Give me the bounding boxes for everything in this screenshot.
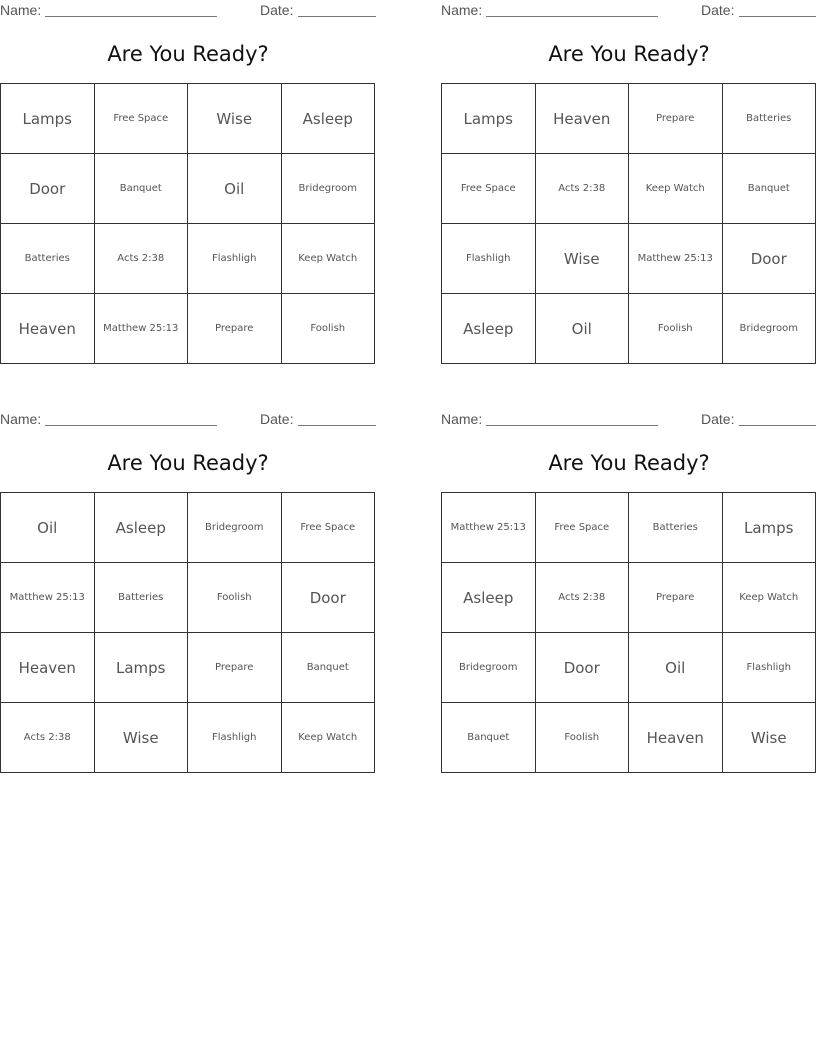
bingo-grid <box>0 492 375 773</box>
grid-cell: Asleep <box>94 493 188 563</box>
grid-row <box>1 84 375 154</box>
grid-cell: Lamps <box>442 84 536 154</box>
date-label: Date: <box>701 411 735 427</box>
grid-cell: Flashligh <box>188 703 282 773</box>
grid-cell: Flashligh <box>442 224 536 294</box>
card-title: Are You Ready? <box>548 451 710 475</box>
grid-cell: Bridegroom <box>722 294 816 364</box>
grid-row <box>1 294 375 364</box>
card-header <box>441 0 816 20</box>
date-label: Date: <box>260 2 294 18</box>
grid-row <box>442 224 816 294</box>
grid-row <box>1 633 375 703</box>
grid-cell: Acts 2:38 <box>1 703 95 773</box>
grid-cell: Heaven <box>1 294 95 364</box>
bingo-card-3 <box>0 409 376 773</box>
grid-cell: Lamps <box>1 84 95 154</box>
grid-cell: Prepare <box>188 633 282 703</box>
grid-cell: Bridegroom <box>281 154 375 224</box>
grid-cell: Bridegroom <box>188 493 282 563</box>
name-blank-line <box>45 16 217 17</box>
grid-cell: Batteries <box>722 84 816 154</box>
grid-cell: Flashligh <box>188 224 282 294</box>
grid-cell: Acts 2:38 <box>94 224 188 294</box>
grid-cell: Door <box>1 154 95 224</box>
date-label: Date: <box>701 2 735 18</box>
grid-row <box>442 294 816 364</box>
grid-cell: Door <box>281 563 375 633</box>
grid-cell: Matthew 25:13 <box>629 224 723 294</box>
grid-row <box>1 493 375 563</box>
card-title: Are You Ready? <box>107 42 269 66</box>
grid-row <box>442 84 816 154</box>
grid-cell: Asleep <box>442 563 536 633</box>
name-label: Name: <box>441 2 483 18</box>
grid-cell: Wise <box>535 224 629 294</box>
bingo-grid <box>441 492 816 773</box>
card-header <box>0 409 376 429</box>
grid-cell: Foolish <box>188 563 282 633</box>
name-blank-line <box>45 425 217 426</box>
grid-cell: Door <box>535 633 629 703</box>
date-blank-line <box>298 16 376 17</box>
grid-cell: Prepare <box>188 294 282 364</box>
grid-row <box>442 154 816 224</box>
grid-cell: Batteries <box>629 493 723 563</box>
grid-cell: Keep Watch <box>629 154 723 224</box>
grid-cell: Oil <box>629 633 723 703</box>
grid-cell: Free Space <box>442 154 536 224</box>
grid-row <box>1 224 375 294</box>
grid-row <box>442 493 816 563</box>
grid-cell: Asleep <box>442 294 536 364</box>
date-blank-line <box>739 425 816 426</box>
card-title: Are You Ready? <box>548 42 710 66</box>
name-blank-line <box>486 425 658 426</box>
grid-cell: Banquet <box>281 633 375 703</box>
grid-cell: Free Space <box>535 493 629 563</box>
grid-cell: Bridegroom <box>442 633 536 703</box>
grid-cell: Batteries <box>94 563 188 633</box>
grid-cell: Wise <box>94 703 188 773</box>
grid-row <box>442 633 816 703</box>
bingo-grid <box>0 83 375 364</box>
grid-cell: Matthew 25:13 <box>442 493 536 563</box>
bingo-card-2 <box>441 0 816 364</box>
grid-cell: Wise <box>188 84 282 154</box>
date-blank-line <box>739 16 816 17</box>
grid-cell: Heaven <box>1 633 95 703</box>
grid-cell: Banquet <box>442 703 536 773</box>
grid-cell: Keep Watch <box>281 703 375 773</box>
grid-cell: Acts 2:38 <box>535 154 629 224</box>
card-title: Are You Ready? <box>107 451 269 475</box>
grid-cell: Free Space <box>94 84 188 154</box>
grid-cell: Door <box>722 224 816 294</box>
grid-cell: Matthew 25:13 <box>1 563 95 633</box>
grid-cell: Heaven <box>629 703 723 773</box>
grid-cell: Keep Watch <box>281 224 375 294</box>
grid-cell: Oil <box>1 493 95 563</box>
grid-cell: Foolish <box>535 703 629 773</box>
name-label: Name: <box>0 411 42 427</box>
grid-cell: Free Space <box>281 493 375 563</box>
bingo-card-4 <box>441 409 816 773</box>
grid-cell: Oil <box>535 294 629 364</box>
grid-cell: Banquet <box>94 154 188 224</box>
grid-row <box>1 154 375 224</box>
grid-cell: Banquet <box>722 154 816 224</box>
grid-cell: Batteries <box>1 224 95 294</box>
grid-cell: Oil <box>188 154 282 224</box>
name-label: Name: <box>441 411 483 427</box>
grid-cell: Heaven <box>535 84 629 154</box>
card-header <box>441 409 816 429</box>
grid-cell: Matthew 25:13 <box>94 294 188 364</box>
grid-cell: Lamps <box>94 633 188 703</box>
grid-cell: Flashligh <box>722 633 816 703</box>
grid-cell: Asleep <box>281 84 375 154</box>
grid-row <box>1 703 375 773</box>
name-label: Name: <box>0 2 42 18</box>
grid-cell: Lamps <box>722 493 816 563</box>
grid-cell: Acts 2:38 <box>535 563 629 633</box>
grid-cell: Keep Watch <box>722 563 816 633</box>
date-label: Date: <box>260 411 294 427</box>
bingo-card-1 <box>0 0 376 364</box>
grid-row <box>442 703 816 773</box>
name-blank-line <box>486 16 658 17</box>
bingo-grid <box>441 83 816 364</box>
date-blank-line <box>298 425 376 426</box>
grid-cell: Foolish <box>629 294 723 364</box>
grid-cell: Prepare <box>629 84 723 154</box>
card-header <box>0 0 376 20</box>
grid-row <box>1 563 375 633</box>
grid-cell: Prepare <box>629 563 723 633</box>
grid-row <box>442 563 816 633</box>
grid-cell: Foolish <box>281 294 375 364</box>
grid-cell: Wise <box>722 703 816 773</box>
